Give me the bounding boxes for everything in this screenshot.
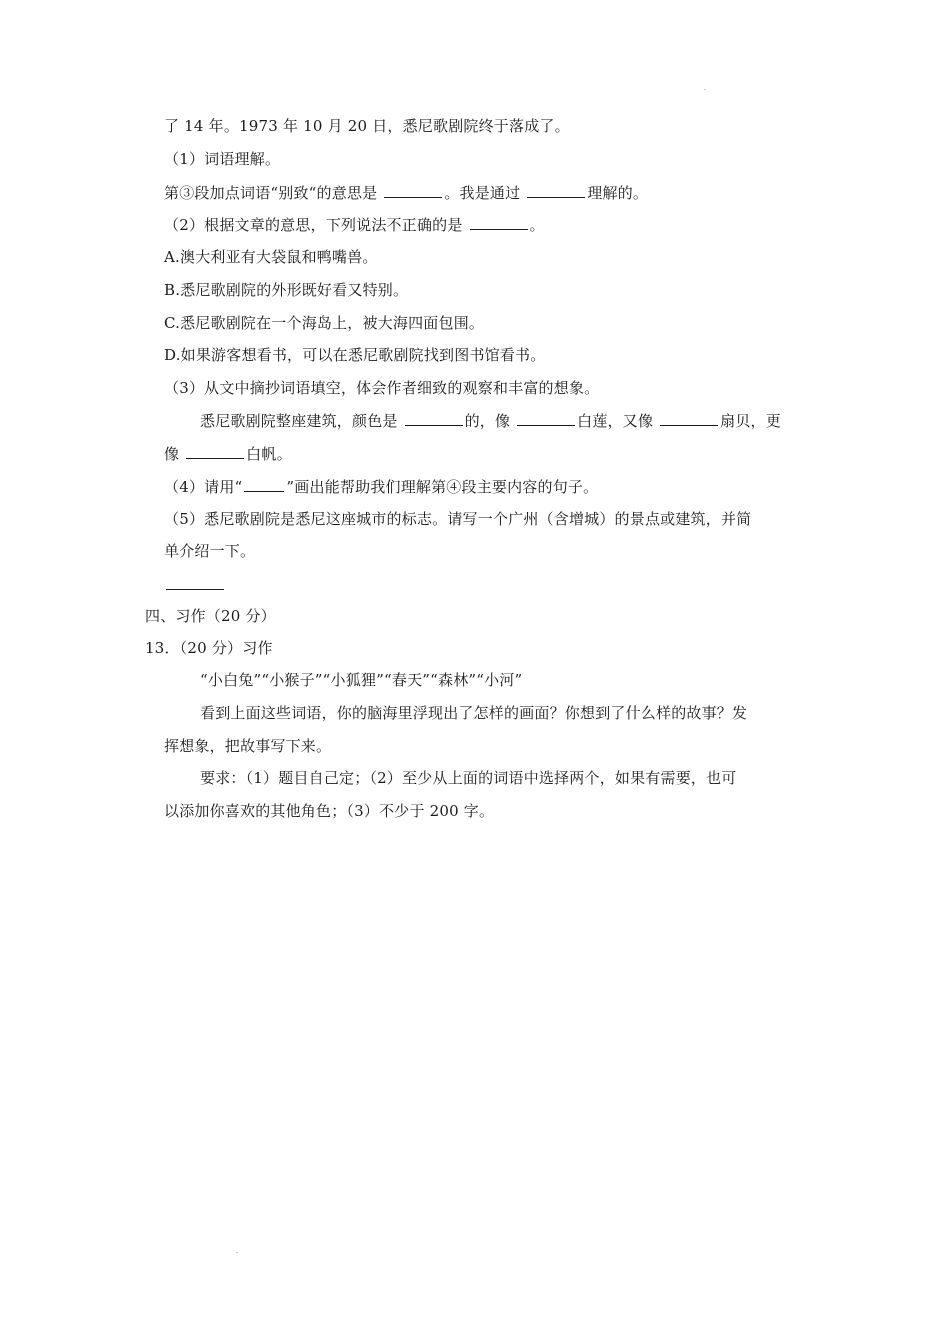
- question-4-line: [164, 476, 598, 497]
- text: ”画出能帮助我们理解第④段主要内容的句子。: [286, 478, 599, 496]
- text: 像: [164, 445, 180, 463]
- scan-speck: [704, 89, 706, 90]
- prompt-paragraph-line-1: [200, 703, 747, 723]
- text: 第③段加点词语“别致“的意思是: [164, 184, 378, 202]
- question-1-line: [164, 182, 648, 203]
- answer-blank[interactable]: [186, 443, 244, 459]
- text: 要求：（1）题目自己定；（2）至少从上面的词语中选择两个，如果有需要，也可: [200, 769, 737, 787]
- text: 理解的。: [587, 184, 649, 202]
- text: 挥想象，把故事写下来。: [164, 737, 332, 755]
- answer-blank[interactable]: [470, 214, 528, 230]
- answer-blank[interactable]: [527, 182, 585, 198]
- text: 看到上面这些词语，你的脑海里浮现出了怎样的画面？你想到了什么样的故事？发: [200, 704, 748, 722]
- text: 白帆。: [246, 445, 292, 463]
- requirements-line-2: [164, 801, 494, 821]
- text: C.悉尼歌剧院在一个海岛上，被大海四面包围。: [164, 314, 485, 332]
- underline-sample: [244, 476, 284, 492]
- text: （4）请用“: [164, 478, 243, 496]
- option-a: [164, 247, 378, 267]
- question-3-label: [164, 378, 599, 398]
- prompt-paragraph-line-2: [164, 736, 331, 756]
- scan-speck: [236, 1252, 238, 1253]
- text: 扇贝，更: [720, 412, 781, 430]
- text: “小白兔”“小猴子”“小狐狸”“春天”“森林”“小河”: [200, 671, 523, 689]
- section-4-heading: [145, 606, 276, 626]
- question-3-line-1: [200, 410, 781, 431]
- text: 以添加你喜欢的其他角色；（3）不少于 200 字。: [164, 802, 495, 820]
- text: 。: [529, 216, 545, 234]
- question-3-line-2: [164, 443, 292, 464]
- text: （2）根据文章的意思，下列说法不正确的是: [164, 216, 463, 234]
- text: （1）词语理解。: [164, 150, 281, 168]
- option-c: [164, 313, 484, 333]
- answer-blank[interactable]: [405, 410, 463, 426]
- text: 悉尼歌剧院整座建筑，颜色是: [200, 412, 398, 430]
- question-1-label: [164, 149, 280, 169]
- question-5-line-1: [164, 509, 751, 529]
- answer-blank[interactable]: [660, 410, 718, 426]
- answer-blank[interactable]: [384, 182, 442, 198]
- prompt-words: [200, 670, 522, 690]
- text: 的，像: [464, 412, 511, 430]
- question-5-line-2: [164, 541, 255, 561]
- text: 了 14 年。1973 年 10 月 20 日，悉尼歌剧院终于落成了。: [164, 117, 570, 135]
- text: 白莲，又像: [577, 412, 654, 430]
- text: B.悉尼歌剧院的外形既好看又特别。: [164, 281, 409, 299]
- option-b: [164, 280, 408, 300]
- passage-end-line: [164, 116, 570, 136]
- text: A.澳大利亚有大袋鼠和鸭嘴兽。: [164, 248, 378, 266]
- question-13-heading: [145, 638, 273, 658]
- text: （5）悉尼歌剧院是悉尼这座城市的标志。请写一个广州（含增城）的景点或建筑，并简: [164, 510, 752, 528]
- text: 。我是通过: [444, 184, 521, 202]
- option-d: [164, 345, 545, 365]
- text: （3）从文中摘抄词语填空，体会作者细致的观察和丰富的想象。: [164, 379, 600, 397]
- question-2-line: [164, 214, 545, 235]
- text: 单介绍一下。: [164, 542, 256, 560]
- text: D.如果游客想看书，可以在悉尼歌剧院找到图书馆看书。: [164, 346, 546, 364]
- answer-blank[interactable]: [166, 574, 224, 590]
- question-5-answer-blank[interactable]: [164, 574, 226, 595]
- requirements-line-1: [200, 768, 737, 788]
- text: 13．（20 分）习作: [145, 639, 273, 657]
- answer-blank[interactable]: [517, 410, 575, 426]
- text: 四、习作（20 分）: [145, 607, 276, 625]
